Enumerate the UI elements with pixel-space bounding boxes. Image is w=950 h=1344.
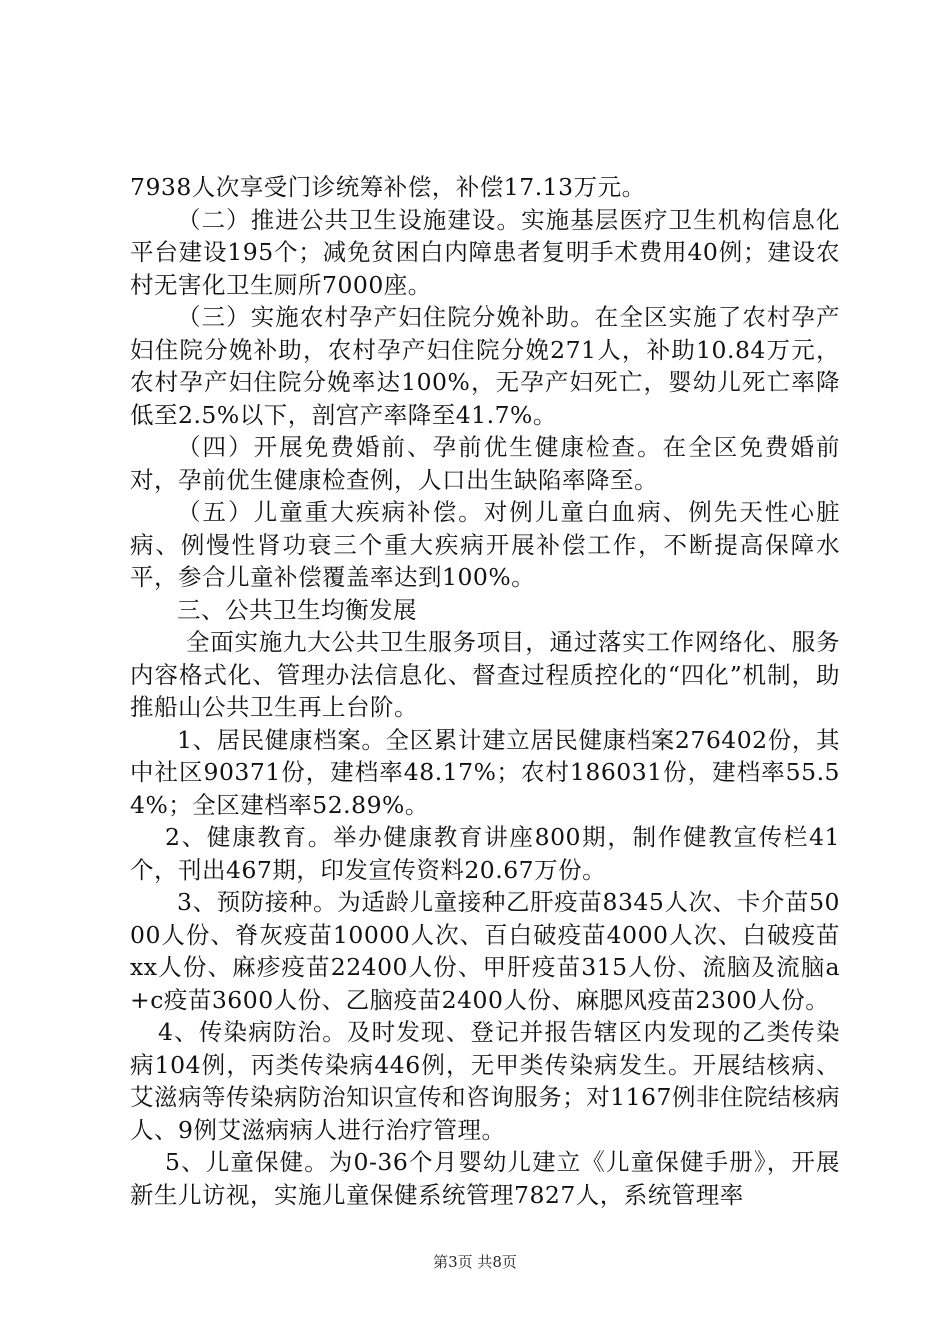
paragraph: 全面实施九大公共卫生服务项目，通过落实工作网络化、服务内容格式化、管理办法信息化、督查过程质控化的“四化”机制，助推船山公共卫生再上台阶。 [130,628,840,721]
paragraph: （四）开展免费婚前、孕前优生健康检查。在全区免费婚前对，孕前优生健康检查例，人口出生缺陷率降至。 [130,433,840,494]
paragraph: 2、健康教育。举办健康教育讲座800期，制作健教宣传栏41个，刊出467期，印发宣传资料20.67万份。 [130,823,840,884]
paragraph: 3、预防接种。为适龄儿童接种乙肝疫苗8345人次、卡介苗5000人份、脊灰疫苗10000人次、百白破疫苗4000人次、白破疫苗xx人份、麻疹疫苗22400人份、甲肝疫苗315人份、流脑及流脑a+c疫苗3600人份、乙脑疫苗2400人份、麻腮风疫苗2300人份。 [130,888,840,1014]
body-text [130,171,840,1211]
page-number: 第3页 共8页 [433,1253,517,1271]
paragraph: 5、儿童保健。为0-36个月婴幼儿建立《儿童保健手册》，开展新生儿访视，实施儿童保健系统管理7827人，系统管理率 [130,1148,840,1209]
section-heading: 三、公共卫生均衡发展 [177,595,417,624]
paragraph: 1、居民健康档案。全区累计建立居民健康档案276402份，其中社区90371份，建档率48.17%；农村186031份，建档率55.54%；全区建档率52.89%。 [130,725,840,819]
paragraph: 7938人次享受门诊统筹补偿，补偿17.13万元。 [130,173,646,201]
paragraph: （三）实施农村孕产妇住院分娩补助。在全区实施了农村孕产妇住院分娩补助，农村孕产妇住院分娩271人，补助10.84万元，农村孕产妇住院分娩率达100%，无孕产妇死亡，婴幼儿死亡率降低至2.5%以下，剖宫产率降至41.7%。 [130,303,840,429]
paragraph: （五）儿童重大疾病补偿。对例儿童白血病、例先天性心脏病、例慢性肾功衰三个重大疾病开展补偿工作，不断提高保障水平，参合儿童补偿覆盖率达到100%。 [130,498,840,591]
paragraph: （二）推进公共卫生设施建设。实施基层医疗卫生机构信息化平台建设195个；减免贫困白内障患者复明手术费用40例；建设农村无害化卫生厕所7000座。 [130,205,840,299]
paragraph: 4、传染病防治。及时发现、登记并报告辖区内发现的乙类传染病104例，丙类传染病446例，无甲类传染病发生。开展结核病、艾滋病等传染病防治知识宣传和咨询服务；对1167例非住院结核病人、9例艾滋病病人进行治疗管理。 [130,1018,840,1144]
